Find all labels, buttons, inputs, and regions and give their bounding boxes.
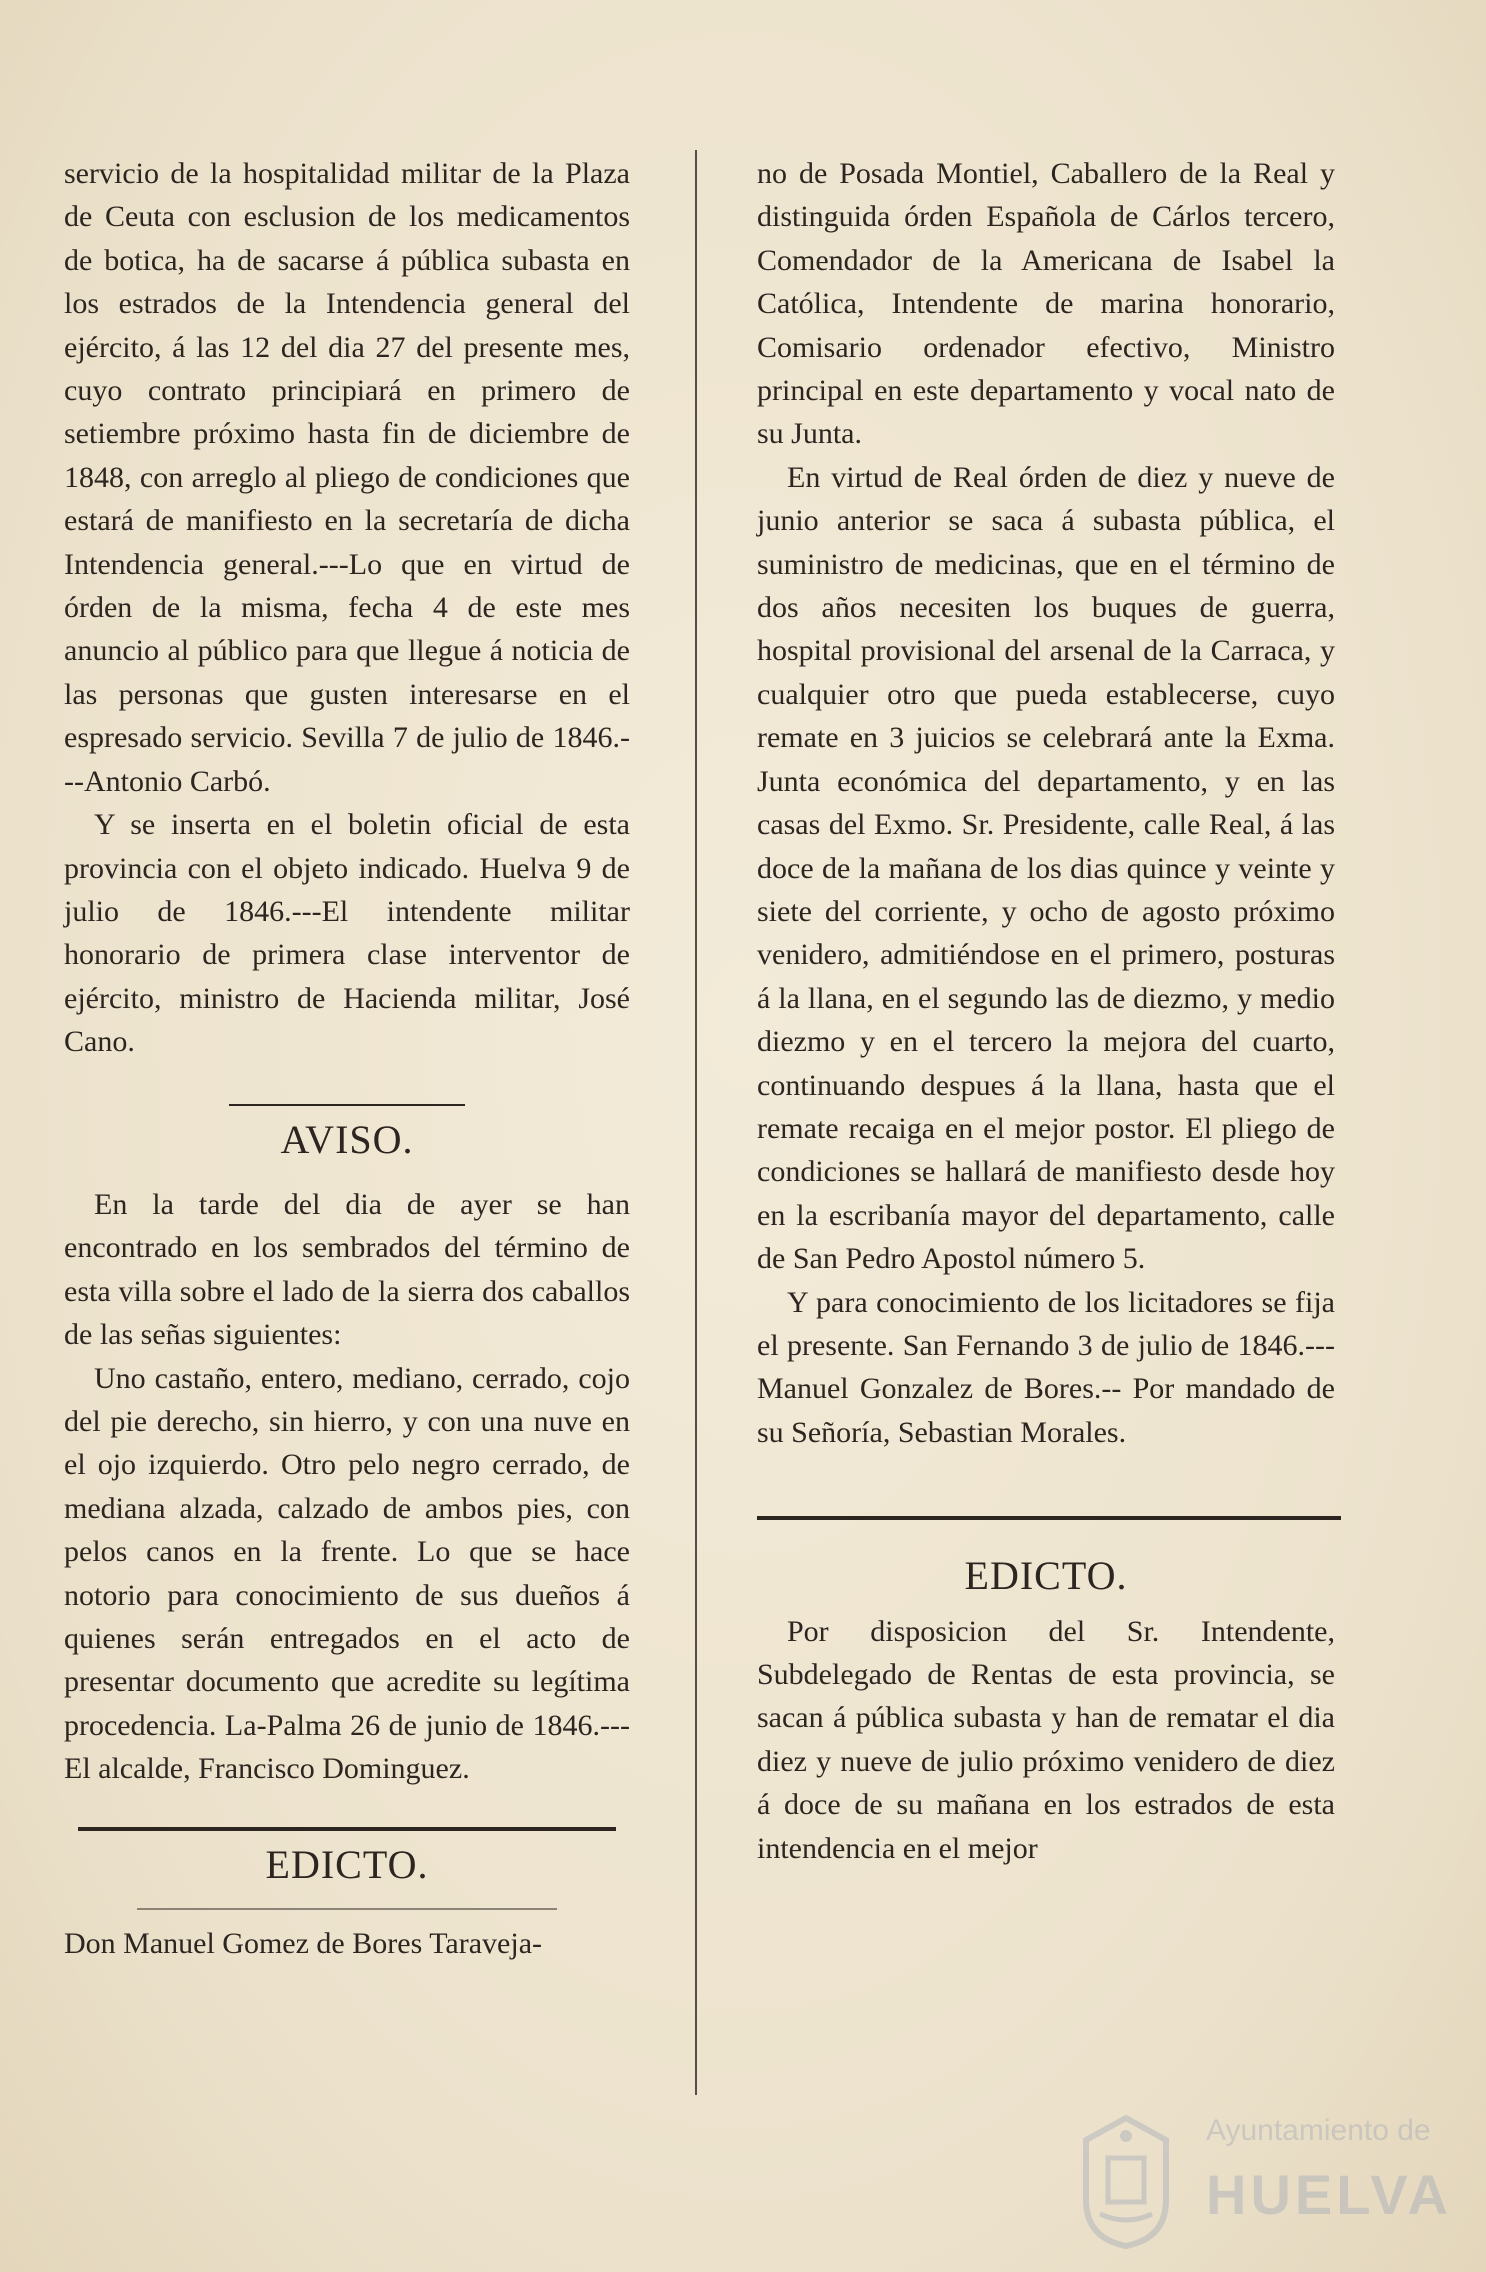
- section-divider-thick: [757, 1516, 1341, 1520]
- section-divider: [229, 1104, 465, 1106]
- huelva-coat-of-arms-icon: [1078, 2110, 1174, 2250]
- contract-notice-continuation: servicio de la hospitalidad militar de la Plaza de Ceuta con esclusion de los medicamentos de botica, ha de sacarse á pública subasta en los estrados de la Intendencia general del ejército, á las 12 del dia 27 del presente mes, cuyo contrato principiará en primero de setiembre próximo hasta fin de diciembre de 1848, con arreglo al pliego de condiciones que estará de manifiesto en la secretaría de dicha Intendencia general.---Lo que en virtud de órden de la misma, fecha 4 de este mes anuncio al público para que llegue á noticia de las personas que gusten interesarse en el espresado servicio. Sevilla 7 de julio de 1846.---Antonio Carbó.: [64, 157, 630, 798]
- aviso-heading: AVISO.: [280, 1116, 414, 1162]
- intendente-titles: no de Posada Montiel, Caballero de la Real y distinguida órden Española de Cárlos tercero, Comendador de la Americana de Isabel la Católica, Intendente de marina honorario, Comisario ordenador efectivo, Ministro principal en este departamento y vocal nato de su Junta.: [757, 157, 1335, 451]
- section-divider-thin: [137, 1908, 557, 1910]
- right-column: [757, 152, 1335, 1870]
- column-divider: [695, 150, 697, 2095]
- boletin-insertion-notice: Y se inserta en el boletin oficial de esta provincia con el objeto indicado. Huelva 9 de julio de 1846.---El intendente militar honorario de primera clase interventor de ejército, ministro de Hacienda militar, José Cano.: [64, 808, 630, 1059]
- left-column: [64, 152, 630, 1965]
- licitadores-notice: Y para conocimiento de los licitadores se fija el presente. San Fernando 3 de julio de 1846.---Manuel Gonzalez de Bores.-- Por mandado de su Señoría, Sebastian Morales.: [757, 1285, 1335, 1449]
- medicine-supply-auction: En virtud de Real órden de diez y nueve de junio anterior se saca á subasta pública, el suministro de medicinas, que en el término de dos años necesiten los buques de guerra, hospital provisional del arsenal de la Carraca, y cualquier otro que pueda establecerse, cuyo remate en 3 juicios se celebrará ante la Exma. Junta económica del departamento, y en las casas del Exmo. Sr. Presidente, calle Real, á las doce de la mañana de los dias quince y veinte y siete del corriente, y ocho de agosto próximo venidero, admitiéndose en el primero, posturas á la llana, en el segundo las de diezmo, y medio diezmo y en el tercero la mejora del cuarto, continuando despues á la llana, hasta que el remate recaiga en el mejor postor. El pliego de condiciones se hallará de manifiesto desde hoy en la escribanía mayor del departamento, calle de San Pedro Apostol número 5.: [757, 460, 1335, 1276]
- aviso-horses-description: Uno castaño, entero, mediano, cerrado, cojo del pie derecho, sin hierro, y con una nuve en el ojo izquierdo. Otro pelo negro cerrado, de mediana alzada, calzado de ambos pies, con pelos canos en la frente. Lo que se hace notorio para conocimiento de sus dueños á quienes serán entregados en el acto de presentar documento que acredite su legítima procedencia. La-Palma 26 de junio de 1846.---El alcalde, Francisco Dominguez.: [64, 1361, 630, 1786]
- watermark-line1: Ayuntamiento de: [1206, 2114, 1431, 2147]
- edicto-heading-left: EDICTO.: [265, 1841, 429, 1887]
- rentas-auction-notice: Por disposicion del Sr. Intendente, Subdelegado de Rentas de esta provincia, se sacan á pública subasta y han de rematar el dia diez y nueve de julio próximo venidero de diez á doce de su mañana en los estrados de esta intendencia en el mejor: [757, 1614, 1335, 1865]
- edicto-heading-right: EDICTO.: [964, 1553, 1128, 1599]
- aviso-intro: En la tarde del dia de ayer se han encontrado en los sembrados del término de esta villa sobre el lado de la sierra dos caballos de las señas siguientes:: [64, 1187, 630, 1352]
- edicto-opening-line: Don Manuel Gomez de Bores Taraveja-: [64, 1927, 543, 1961]
- huelva-watermark: [1078, 2108, 1452, 2258]
- section-divider-thick: [78, 1827, 616, 1831]
- watermark-line2: HUELVA: [1206, 2163, 1452, 2226]
